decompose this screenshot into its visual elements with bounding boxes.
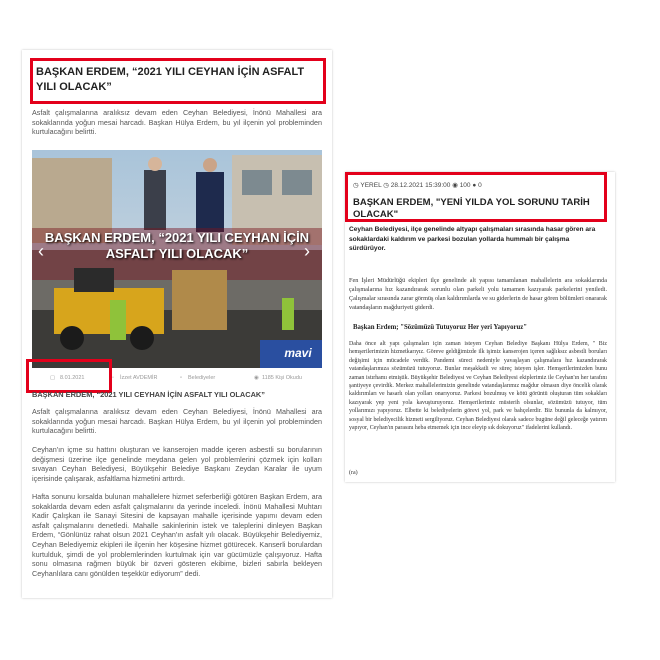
image-overlay-caption: BAŞKAN ERDEM, “2021 YILI CEYHAN İÇİN ASFALT YILI OLACAK” xyxy=(44,230,310,261)
meta-date: 8.01.2021 xyxy=(60,375,85,381)
user-icon: ◦ xyxy=(112,375,114,381)
eye-icon: ◉ xyxy=(452,182,458,189)
meta-author: İzzet AVDEMİR xyxy=(120,375,158,381)
right-paragraph-2: Daha önce alt yapı çalışmaları için zaman isteyen Ceyhan Belediye Başkanı Hülya Erdem, " Biz hemşerilerimizin hizmetkarıyız. Göreve geldiğimizde ilk işimiz kanserojen içeren sağlıksız asbestli boruları değişimi için mücadele verdik. Pandemi süreci nedeniyle yavaşlayan çalışmalara hız kazandırarak vatandaşlarımıza sözümüzü tutuyoruz. Bunlar meşakkatli ve süreç isteyen işler. Hemşerilerimizden bunu zaman istırhamı etmiştik. Büyükşehir Belediyesi ve Ceyhan Belediyesi ekiplerimiz ile Ceyhan'ın her tarafını şantiyeye çevirdik. Merkez mahallelerimizin genelinde vatandaşlarımız mağdur olmasın diye öncelik olarak kaldırımları ve hasarlı olan yolları onarıyoruz. Parkesi bozulmuş ve kötü görüntü oluşturan tüm sokakları kazıyarak yep yeni yola kavuşturuyoruz. Hemşerilerimiz müsterih olsunlar, sözümüzü tutuyor, tüm yollarımızı yapıyoruz. Elbette ki belediyelerin görevi yol, park ve bahçelerdir. Biz bununla da kalmıyor, sosyal bir belediyecilik hizmeti sergiliyoruz. Ceyhan Belediyesi olarak sadece bugüne değil geleceğe yatırım yapıyor, Ceyhan'ın parasını heba etmemek için ince eleyip sık dokuyoruz" ifadelerini kullandı. xyxy=(349,341,607,432)
right-meta-category: YEREL xyxy=(360,182,382,189)
chevron-right-icon[interactable]: › xyxy=(304,241,310,261)
article-intro: Asfalt çalışmalarına aralıksız devam eden Ceyhan Belediyesi, İnönü Mahallesi ara sokaklarında yoğun mesai harcadı. Başkan Hülya Erdem, bu yıl ilçenin yol probleminden kurtulacağını belirtti. xyxy=(32,108,322,137)
eye-icon: ◉ xyxy=(254,375,259,381)
right-meta-views: 100 xyxy=(459,182,471,189)
article-paragraph-3: Hafta sonunu kırsalda bulunan mahallelere hizmet seferberliği götüren Başkan Erdem, ara sokaklarda devam eden asfalt çalışmalarını da yerinde inceledi. İnönü Mahallesi Muhtarı Kadir Çalışkan ile Sanayi Sitesini de kapsayan mahalle içerisinde yapımı devam eden asfalt çalışmalarını denetledi. Mahalle sakinlerinin istek ve taleplerini dinleyen Başkan Erdem, “Gönlünüz rahat olsun 2021 Ceyhan'ın asfalt yılı olacak. Büyükşehir Belediyemiz, Ceyhan Belediyemiz ekipleri ile ilçenin her köşesine hizmet götürecek. Kanserli borulardan kurtulduk, şimdi de yol problemlerinden kurtulmak için var gücümüzle çalışıyoruz. Hafta sonu olmasına rağmen büyük bir özveri gösteren ekibime, bizleri sabırla bekleyen Ceyhanlılara canı gönülden teşekkür ediyorum” dedi. xyxy=(32,492,322,578)
folder-icon: ▫ xyxy=(180,375,182,381)
left-news-clipping xyxy=(22,50,332,598)
article-subtitle: BAŞKAN ERDEM, “2021 YILI CEYHAN İÇİN ASFALT YILI OLACAK” xyxy=(32,390,265,399)
right-paragraph-1: Fen İşleri Müdürlüğü ekipleri ilçe genelinde alt yapısı tamamlanan mahallelerin ara sokaklarında çalışmalarına hız kazandırarak sorunlu olan parkeli yolu tamamen kazıyarak parkelerini yeniledi. Çalışmalar sırasında zarar görmüş olan kaldırımlarda ve su giderlerin de hasar gören bölümleri onararak vatandaşların mağduriyeti giderdi. xyxy=(349,277,607,311)
right-meta-comments: 0 xyxy=(478,182,482,189)
right-meta-datetime: 28.12.2021 15:39:00 xyxy=(390,182,451,189)
right-article-lead: Ceyhan Belediyesi, ilçe genelinde altyapı çalışmaları sırasında hasar gören ara sokaklardaki kaldırım ve parkesi bozulan yollarda hummalı bir çalışma sürdürüyor. xyxy=(349,226,596,252)
right-article-title: BAŞKAN ERDEM, "YENİ YILDA YOL SORUNU TARİH OLACAK" xyxy=(353,197,590,220)
date-highlight-box xyxy=(26,359,112,393)
calendar-icon: ◷ xyxy=(383,182,389,189)
calendar-icon: ▢ xyxy=(50,375,56,381)
article-title: BAŞKAN ERDEM, “2021 YILI CEYHAN İÇİN ASFALT YILI OLACAK” xyxy=(36,66,305,93)
right-meta-row xyxy=(353,181,603,189)
right-footer: (ra) xyxy=(349,470,358,476)
right-subheading: Başkan Erdem; "Sözümüzü Tutuyoruz Her yeri Yapıyoruz" xyxy=(353,324,528,331)
site-logo: mavi xyxy=(284,346,312,360)
chevron-left-icon[interactable]: ‹ xyxy=(38,241,44,261)
comment-icon: ● xyxy=(472,182,477,189)
right-news-clipping xyxy=(345,172,615,482)
article-photo xyxy=(32,150,322,368)
meta-views: 1185 Kişi Okudu xyxy=(262,375,302,381)
clock-icon: ◷ xyxy=(353,182,359,189)
meta-category: Belediyeler xyxy=(188,375,216,381)
article-paragraph-1: Asfalt çalışmalarına aralıksız devam eden Ceyhan Belediyesi, İnönü Mahallesi ara sokaklarında yoğun mesai harcadı. Başkan Hülya Erdem, bu yıl ilçenin yol probleminden kurtulacağını belirtti. xyxy=(32,407,322,436)
article-paragraph-2: Ceyhan'ın içme su hattını oluşturan ve kanserojen madde içeren asbestli su borularının değişmesi üzerine ilçe genelinde meydana gelen yol problemlerini çözmek için kolları sıvayan Ceyhan Belediyesi, Büyükşehir Belediye Başkanı Zeydan Karalar ile uyum içerisinde çalışarak, asfaltlama hizmetini arttırdı. xyxy=(32,445,322,483)
